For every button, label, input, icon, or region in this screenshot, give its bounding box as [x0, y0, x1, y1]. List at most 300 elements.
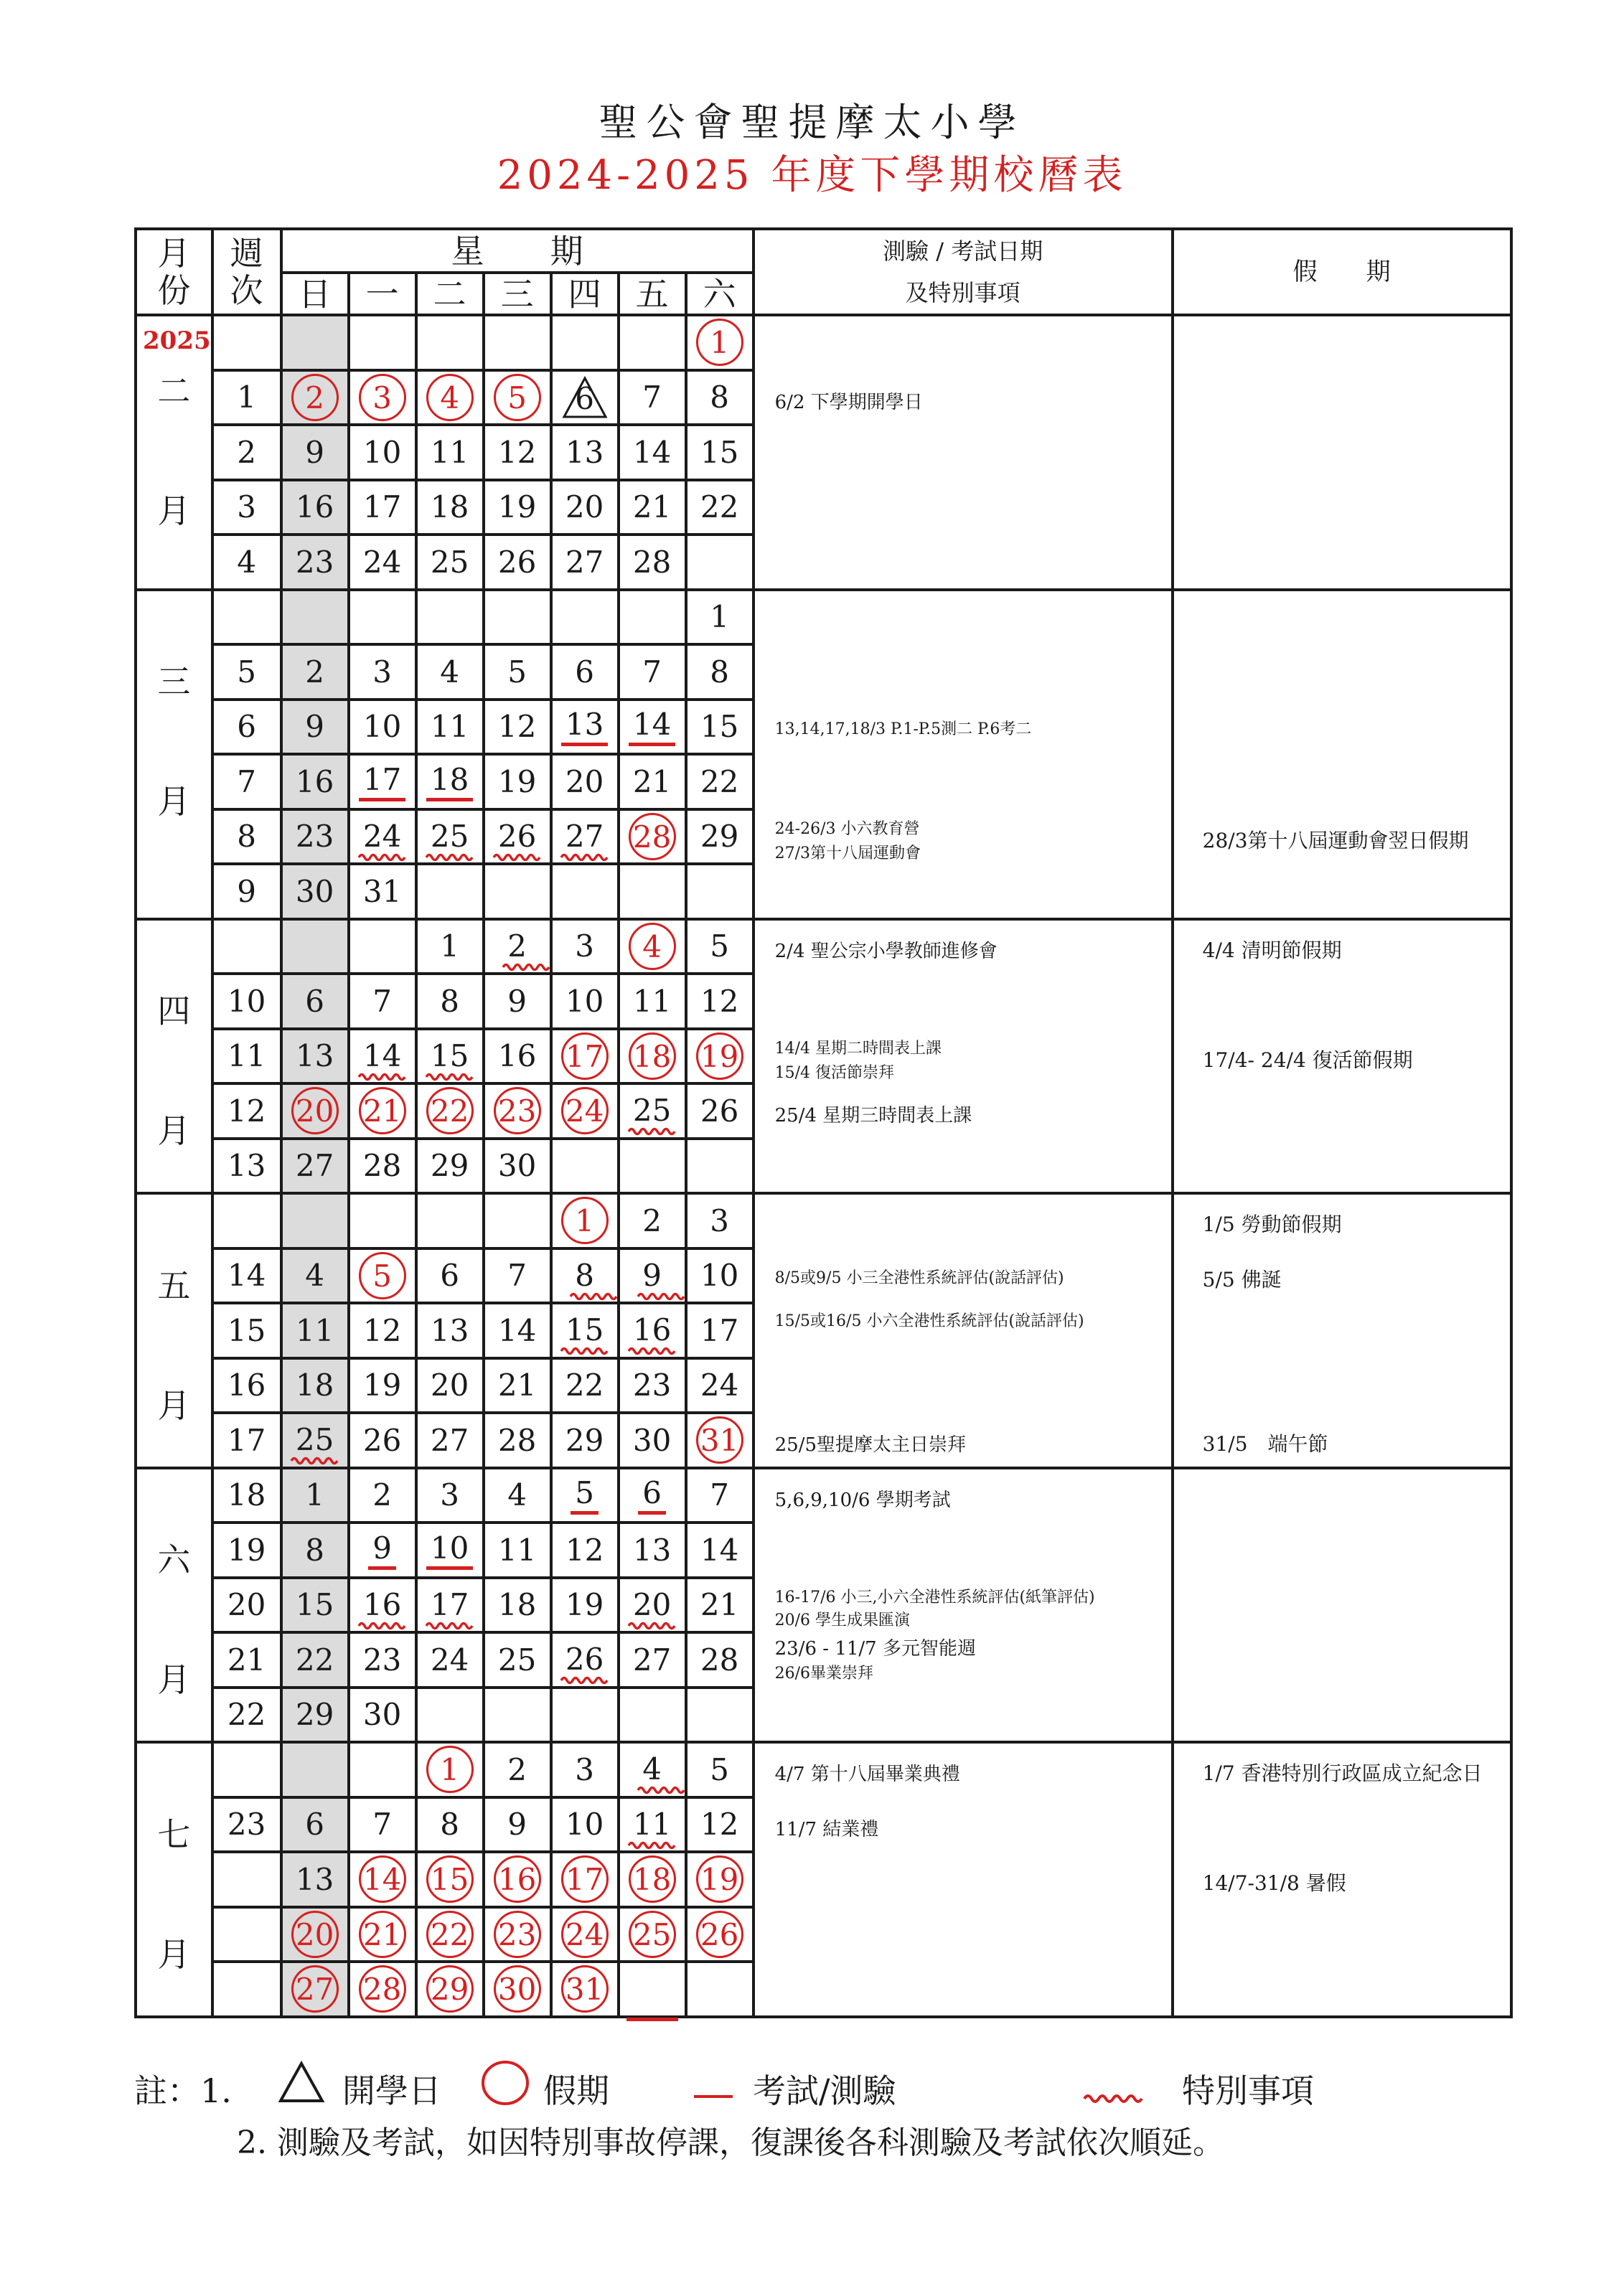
day-cell — [686, 590, 754, 645]
day-cell — [551, 535, 619, 590]
holiday-circle — [561, 1911, 609, 1958]
day-cell — [416, 644, 484, 700]
day-cell — [349, 700, 416, 755]
day-number — [565, 489, 604, 524]
event-item: 20/6 學生成果匯演 — [774, 1611, 911, 1629]
event-item: 11/7 結業禮 — [774, 1818, 879, 1840]
events-cell — [754, 1742, 1173, 2017]
day-cell — [551, 1852, 619, 1907]
day-number — [431, 1642, 469, 1678]
day-cell — [416, 590, 484, 645]
day-number — [498, 1313, 536, 1348]
day-cell — [281, 1688, 349, 1743]
holiday-circle — [291, 1087, 339, 1134]
week-row — [136, 1468, 1511, 1523]
day-cell — [619, 644, 686, 700]
holiday-circle — [561, 1855, 609, 1903]
day-cell — [349, 1029, 416, 1084]
day-cell — [281, 700, 349, 755]
day-number — [296, 1862, 334, 1897]
day-cell — [484, 370, 551, 425]
day-text: 6 — [642, 1475, 662, 1511]
legend-label: 註：1. — [134, 2071, 232, 2110]
day-text: 7 — [372, 983, 392, 1019]
day-cell — [484, 1742, 551, 1797]
day-number — [498, 709, 536, 744]
day-text: 15 — [700, 709, 739, 745]
day-cell — [416, 1852, 484, 1907]
day-cell — [349, 315, 416, 370]
day-cell — [686, 1523, 754, 1578]
holiday-circle — [426, 374, 474, 421]
month-name: 五 — [157, 1266, 191, 1305]
day-number — [498, 435, 536, 470]
special-event-wavy — [575, 1258, 594, 1294]
day-cell — [619, 974, 686, 1029]
day-cell — [416, 1248, 484, 1304]
day-text: 9 — [305, 434, 324, 470]
day-cell — [551, 425, 619, 480]
day-text: 23 — [362, 1642, 402, 1678]
month-name: 七 — [157, 1815, 191, 1854]
day-text: 13 — [565, 707, 604, 743]
day-cell — [416, 425, 484, 480]
day-text: 14 — [362, 1862, 402, 1898]
day-cell — [416, 1688, 484, 1743]
day-number — [700, 764, 738, 799]
day-cell — [281, 370, 349, 425]
day-cell — [551, 1797, 619, 1853]
day-number — [710, 380, 729, 415]
exam-underline — [629, 707, 675, 746]
day-cell — [484, 809, 551, 865]
day-cell — [551, 864, 619, 919]
day-text: 11 — [497, 1532, 537, 1568]
day-text: 28 — [700, 1642, 739, 1678]
day-text: 1 — [710, 599, 729, 635]
day-cell — [686, 1303, 754, 1358]
day-cell — [281, 425, 349, 480]
day-cell — [349, 809, 416, 865]
day-text: 19 — [565, 1587, 604, 1623]
day-cell — [551, 1578, 619, 1633]
day-number — [431, 1148, 469, 1183]
day-text: 19 — [497, 763, 537, 799]
day-number — [700, 1642, 738, 1678]
day-number — [305, 709, 324, 744]
day-number — [633, 1423, 671, 1458]
day-cell — [551, 809, 619, 865]
day-number — [498, 764, 536, 799]
holiday-circle — [359, 1911, 406, 1958]
day-text: 16 — [295, 763, 334, 799]
holiday-item: 4/4 清明節假期 — [1202, 938, 1342, 962]
day-number — [633, 1642, 671, 1678]
day-text: 24 — [430, 1642, 469, 1678]
week-number: 10 — [212, 974, 281, 1029]
day-text: 27 — [632, 1642, 672, 1678]
week-number: 21 — [212, 1632, 281, 1688]
day-cell — [619, 754, 686, 809]
day-number — [296, 489, 334, 524]
day-cell — [551, 1083, 619, 1139]
day-text: 5 — [507, 380, 527, 415]
day-number — [565, 435, 604, 470]
holiday-circle — [494, 1087, 541, 1134]
event-item: 25/5聖提摩太主日崇拜 — [774, 1434, 967, 1457]
exam-underline — [626, 2018, 678, 2021]
holiday-circle — [629, 1032, 676, 1080]
day-cell — [619, 1193, 686, 1248]
weekday-0: 日 — [281, 273, 349, 315]
day-text: 10 — [565, 983, 604, 1019]
day-text: 14 — [632, 707, 672, 743]
day-text: 3 — [372, 654, 392, 690]
day-number — [363, 1148, 401, 1183]
day-text: 20 — [430, 1368, 469, 1403]
day-text: 22 — [430, 1916, 469, 1952]
week-number: 8 — [212, 809, 281, 865]
day-cell — [484, 1139, 551, 1194]
day-cell — [281, 1632, 349, 1688]
day-cell — [281, 590, 349, 645]
day-text: 25 — [430, 544, 469, 580]
day-cell — [551, 700, 619, 755]
day-cell — [281, 1468, 349, 1523]
month-cell — [136, 1742, 212, 2017]
day-text: 15 — [700, 434, 739, 470]
holiday-circle — [561, 1032, 609, 1080]
event-item: 23/6 - 11/7 多元智能週 — [774, 1638, 976, 1660]
week-number — [212, 1742, 281, 1797]
day-cell — [686, 480, 754, 535]
exam-underline — [368, 1530, 396, 1570]
day-text: 30 — [295, 873, 334, 909]
day-number — [498, 1148, 536, 1183]
day-number — [363, 874, 401, 909]
day-cell — [619, 425, 686, 480]
day-number — [363, 1697, 401, 1732]
week-row — [136, 1193, 1511, 1248]
month-cell — [136, 1468, 212, 1743]
day-cell — [349, 1193, 416, 1248]
day-cell — [619, 1139, 686, 1194]
day-cell — [281, 809, 349, 865]
day-cell — [349, 754, 416, 809]
day-number — [633, 1533, 671, 1568]
day-text: 12 — [362, 1312, 402, 1348]
day-text: 28 — [497, 1422, 537, 1458]
day-text: 10 — [430, 1530, 469, 1566]
day-cell — [686, 919, 754, 974]
day-cell — [686, 1248, 754, 1304]
day-number — [710, 599, 729, 634]
event-item: 16-17/6 小三,小六全港性系統評估(紙筆評估) — [774, 1588, 1095, 1606]
month-suffix: 月 — [157, 491, 191, 530]
day-cell — [551, 1468, 619, 1523]
day-cell — [484, 590, 551, 645]
day-cell — [484, 864, 551, 919]
day-text: 3 — [575, 928, 594, 964]
day-text: 8 — [440, 1807, 459, 1843]
holiday-circle — [629, 813, 676, 860]
day-cell — [484, 974, 551, 1029]
day-cell — [484, 1358, 551, 1413]
month-suffix: 月 — [157, 1385, 191, 1425]
day-text: 16 — [362, 1586, 402, 1622]
day-cell — [416, 754, 484, 809]
day-number — [431, 545, 469, 580]
day-cell — [484, 1688, 551, 1743]
day-text: 17 — [565, 1862, 604, 1898]
day-text: 1 — [440, 1752, 459, 1788]
day-text: 27 — [295, 1148, 334, 1184]
day-text: 14 — [362, 1038, 402, 1073]
day-text: 15 — [565, 1312, 604, 1348]
day-text: 26 — [700, 1093, 739, 1129]
day-text: 13 — [295, 1861, 334, 1897]
holiday-circle — [359, 374, 406, 421]
day-cell — [349, 370, 416, 425]
day-cell — [686, 1578, 754, 1633]
day-cell — [416, 1139, 484, 1194]
day-cell — [416, 315, 484, 370]
day-text: 2 — [507, 928, 527, 964]
day-cell — [281, 1962, 349, 2017]
triangle-icon — [278, 2061, 325, 2112]
month-name: 三 — [157, 662, 191, 701]
day-cell — [551, 1907, 619, 1962]
holidays-cell — [1173, 1742, 1511, 2017]
day-cell — [281, 644, 349, 700]
header-month: 月 份 — [136, 229, 212, 315]
day-text: 7 — [372, 1807, 392, 1843]
day-cell — [349, 644, 416, 700]
day-text: 30 — [632, 1422, 672, 1458]
day-number — [440, 654, 459, 690]
event-item: 26/6畢業崇拜 — [774, 1665, 874, 1683]
calendar-subtitle: 2024-2025 年度下學期校曆表 — [497, 152, 1127, 199]
day-cell — [619, 590, 686, 645]
day-number — [296, 764, 334, 799]
day-text: 23 — [497, 1916, 537, 1952]
day-number — [431, 1423, 469, 1458]
day-text: 20 — [295, 1093, 334, 1129]
day-cell — [281, 315, 349, 370]
day-text: 14 — [632, 434, 672, 470]
day-text: 10 — [362, 434, 402, 470]
day-text: 7 — [710, 1477, 729, 1513]
day-number — [363, 545, 401, 580]
day-number — [296, 1038, 334, 1073]
day-cell — [484, 1248, 551, 1304]
day-cell — [484, 1193, 551, 1248]
day-text: 4 — [642, 928, 662, 964]
day-number — [710, 1752, 729, 1787]
day-cell — [416, 535, 484, 590]
day-cell — [619, 1797, 686, 1853]
holiday-circle — [291, 1911, 339, 1958]
day-text: 28 — [632, 819, 672, 855]
month-suffix: 月 — [157, 1660, 191, 1699]
holiday-circle — [426, 1087, 474, 1134]
day-text: 23 — [295, 819, 334, 855]
day-text: 8 — [305, 1532, 324, 1568]
day-number — [642, 1203, 662, 1238]
day-text: 17 — [700, 1312, 739, 1348]
day-number — [498, 1368, 536, 1403]
day-cell — [484, 1029, 551, 1084]
day-number — [633, 984, 671, 1019]
day-number — [305, 1258, 324, 1293]
special-event-wavy — [565, 819, 604, 855]
week-number — [212, 1962, 281, 2017]
day-cell — [551, 590, 619, 645]
day-number — [305, 1533, 324, 1568]
day-cell — [349, 590, 416, 645]
day-text: 1 — [440, 928, 459, 964]
day-number — [700, 984, 738, 1019]
day-text: 20 — [565, 489, 604, 525]
day-text: 10 — [565, 1807, 604, 1843]
day-cell — [349, 974, 416, 1029]
day-cell — [281, 1797, 349, 1853]
day-text: 21 — [700, 1587, 739, 1623]
day-cell — [551, 919, 619, 974]
day-text: 3 — [440, 1477, 459, 1513]
day-number — [507, 654, 527, 690]
day-cell — [619, 1029, 686, 1084]
day-cell — [551, 1688, 619, 1743]
week-number — [212, 590, 281, 645]
day-text: 13 — [632, 1532, 672, 1568]
day-text: 12 — [565, 1532, 604, 1568]
holiday-circle — [494, 1855, 541, 1903]
day-number — [633, 435, 671, 470]
day-text: 7 — [507, 1258, 527, 1294]
day-cell — [551, 1742, 619, 1797]
week-row — [136, 919, 1511, 974]
footnote: 2. 測驗及考試，如因特別事故停課，復課後各科測驗及考試依次順延。 — [237, 2125, 1224, 2161]
day-number — [565, 1533, 604, 1568]
event-item: 25/4 星期三時間表上課 — [774, 1105, 972, 1127]
day-cell — [686, 1083, 754, 1139]
day-text: 5 — [710, 928, 729, 964]
day-text: 4 — [440, 380, 459, 415]
day-text: 6 — [305, 983, 324, 1019]
special-event-wavy — [296, 1422, 334, 1458]
special-event-wavy — [431, 1038, 469, 1074]
day-text: 9 — [507, 1807, 527, 1843]
day-text: 1 — [710, 325, 729, 361]
day-number — [363, 489, 401, 524]
circle-icon — [480, 2059, 530, 2114]
header-exams: 測驗 / 考試日期 及特別事項 — [754, 229, 1173, 315]
day-cell — [619, 1632, 686, 1688]
day-text: 10 — [700, 1258, 739, 1294]
day-cell — [551, 1962, 619, 2017]
day-cell — [551, 754, 619, 809]
day-cell — [686, 1468, 754, 1523]
legend-exam: 考試/測驗 — [753, 2071, 896, 2110]
day-text: 27 — [565, 544, 604, 580]
week-number: 7 — [212, 754, 281, 809]
day-cell — [484, 1852, 551, 1907]
day-text: 26 — [497, 818, 537, 854]
day-cell — [349, 425, 416, 480]
week-number: 12 — [212, 1083, 281, 1139]
day-number — [431, 709, 469, 744]
day-cell — [551, 1632, 619, 1688]
day-cell — [551, 1358, 619, 1413]
day-cell — [484, 1797, 551, 1853]
day-text: 17 — [362, 489, 402, 525]
day-cell — [416, 864, 484, 919]
month-cell — [136, 1193, 212, 1468]
day-cell — [686, 1193, 754, 1248]
weekday-5: 五 — [619, 273, 686, 315]
day-number — [565, 1587, 604, 1622]
legend-special: 特別事項 — [1182, 2071, 1314, 2110]
week-number — [212, 315, 281, 370]
day-cell — [349, 1852, 416, 1907]
holiday-circle — [359, 1252, 406, 1299]
day-text: 8 — [575, 1257, 594, 1293]
day-cell — [551, 1303, 619, 1358]
day-cell — [416, 370, 484, 425]
day-text: 10 — [362, 709, 402, 745]
day-cell — [619, 315, 686, 370]
day-cell — [686, 1797, 754, 1853]
day-text: 18 — [430, 489, 469, 525]
day-text: 12 — [700, 1807, 739, 1843]
day-number — [305, 984, 324, 1019]
day-text: 9 — [507, 983, 527, 1019]
day-cell — [484, 1413, 551, 1468]
day-cell — [484, 425, 551, 480]
day-cell — [281, 1578, 349, 1633]
day-cell — [686, 1962, 754, 2017]
day-text: 30 — [497, 1148, 537, 1184]
day-text: 31 — [565, 1972, 604, 2008]
day-number — [363, 435, 401, 470]
holidays-cell — [1173, 1193, 1511, 1468]
events-cell — [754, 590, 1173, 919]
day-text: 4 — [507, 1477, 527, 1513]
day-number — [565, 545, 604, 580]
day-text: 5 — [372, 1258, 392, 1294]
day-cell — [551, 1523, 619, 1578]
day-number — [633, 545, 671, 580]
day-text: 20 — [565, 763, 604, 799]
day-cell — [619, 1083, 686, 1139]
day-text: 2 — [642, 1203, 662, 1238]
day-number — [440, 984, 459, 1019]
day-text: 26 — [497, 544, 537, 580]
exam-underline — [561, 707, 608, 746]
special-event-wavy — [642, 1751, 662, 1787]
day-cell — [484, 644, 551, 700]
day-text: 23 — [295, 544, 334, 580]
day-text: 23 — [497, 1093, 537, 1129]
day-number — [507, 1807, 527, 1842]
day-cell — [484, 919, 551, 974]
day-number — [296, 1587, 334, 1622]
day-text: 15 — [430, 1038, 469, 1073]
day-cell — [349, 1632, 416, 1688]
day-number — [296, 545, 334, 580]
week-number: 1 — [212, 370, 281, 425]
